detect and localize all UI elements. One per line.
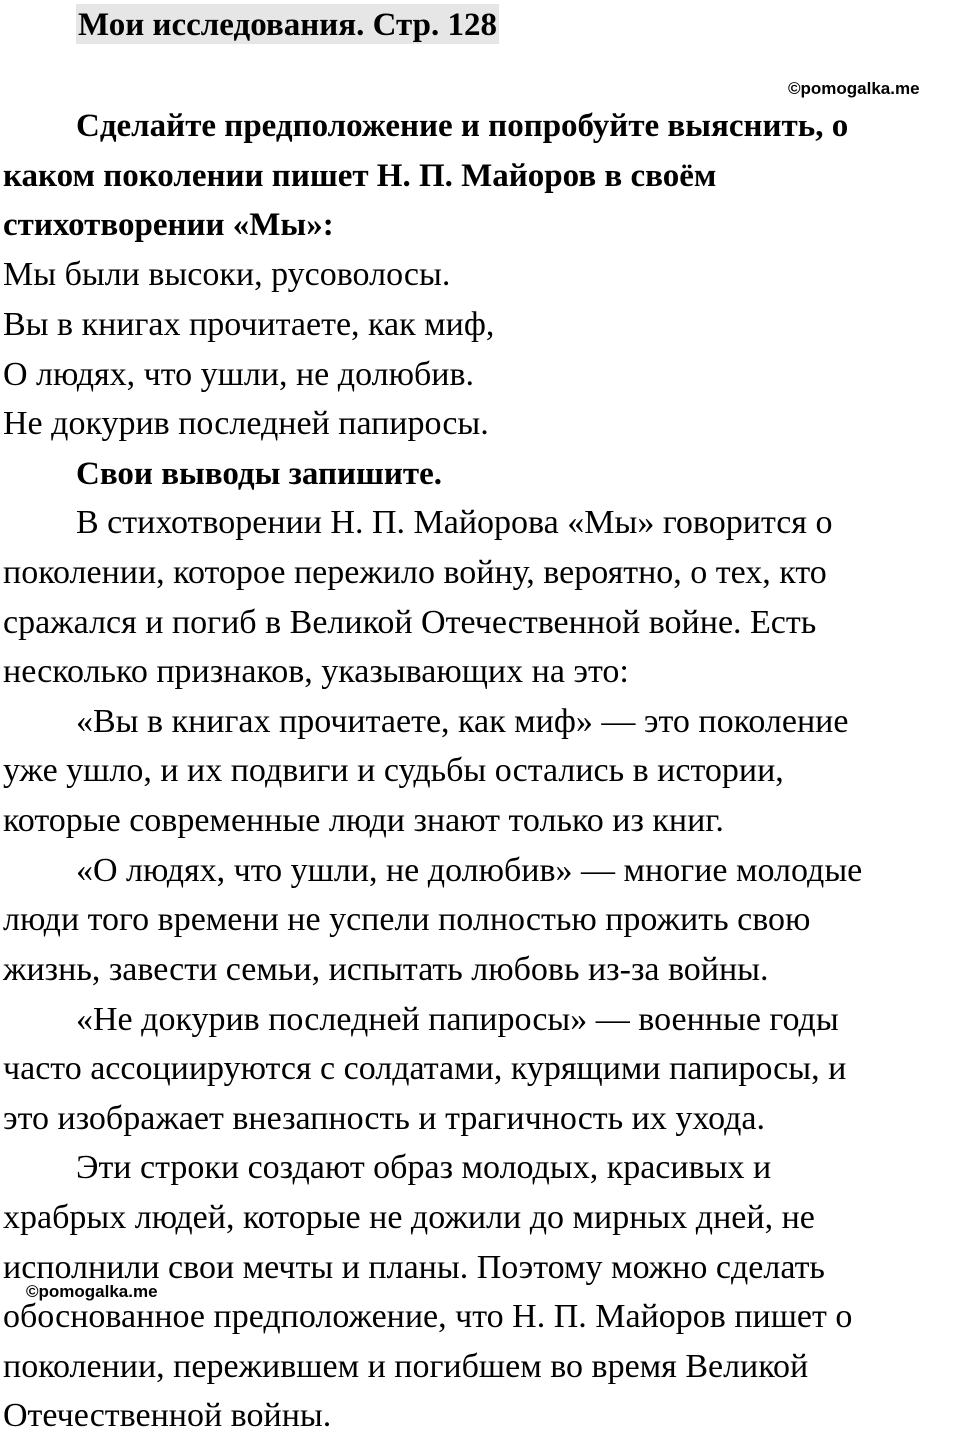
task-line: каком поколении пишет Н. П. Майоров в своём: [3, 158, 717, 194]
watermark-top: ©pomogalka.me: [788, 79, 920, 98]
answer-line: исполнили свои мечты и планы. Поэтому можно сделать: [3, 1249, 825, 1286]
poem-line: Вы в книгах прочитаете, как миф,: [3, 306, 495, 343]
answer-line: «Не докурив последней папиросы» — военные годы: [76, 1001, 839, 1038]
watermark-bottom: ©pomogalka.me: [26, 1282, 158, 1301]
answer-line: это изображает внезапность и трагичность их ухода.: [3, 1100, 765, 1137]
instruction: Свои выводы запишите.: [76, 456, 442, 492]
answer-line: храбрых людей, которые не дожили до мирных дней, не: [3, 1199, 815, 1236]
answer-line: несколько признаков, указывающих на это:: [3, 653, 629, 690]
answer-line: «О людях, что ушли, не долюбив» — многие молодые: [76, 852, 863, 889]
poem-line: Не докурив последней папиросы.: [3, 405, 489, 442]
answer-line: сражался и погиб в Великой Отечественной войне. Есть: [3, 604, 817, 641]
answer-line: поколении, которое пережило войну, вероятно, о тех, кто: [3, 554, 827, 591]
task-line: стихотворении «Мы»:: [3, 207, 334, 243]
poem-line: О людях, что ушли, не долюбив.: [3, 356, 475, 393]
answer-line: В стихотворении Н. П. Майорова «Мы» говорится о: [76, 504, 833, 541]
answer-line: которые современные люди знают только из книг.: [3, 802, 724, 839]
page-title: Мои исследования. Стр. 128: [76, 4, 499, 44]
poem-line: Мы были высоки, русоволосы.: [3, 256, 451, 293]
answer-line: люди того времени не успели полностью прожить свою: [3, 901, 811, 938]
answer-line: Эти строки создают образ молодых, красивых и: [76, 1149, 772, 1186]
answer-line: «Вы в книгах прочитаете, как миф» — это поколение: [76, 703, 849, 740]
answer-line: поколении, пережившем и погибшем во время Великой: [3, 1348, 809, 1385]
answer-line: Отечественной войны.: [3, 1397, 332, 1434]
answer-line: часто ассоциируются с солдатами, курящими папиросы, и: [3, 1050, 847, 1087]
task-line: Сделайте предположение и попробуйте выяснить, о: [76, 108, 849, 144]
answer-line: обоснованное предположение, что Н. П. Майоров пишет о: [3, 1298, 853, 1335]
answer-line: уже ушло, и их подвиги и судьбы остались в истории,: [3, 752, 784, 789]
answer-line: жизнь, завести семьи, испытать любовь из-за войны.: [3, 951, 769, 988]
